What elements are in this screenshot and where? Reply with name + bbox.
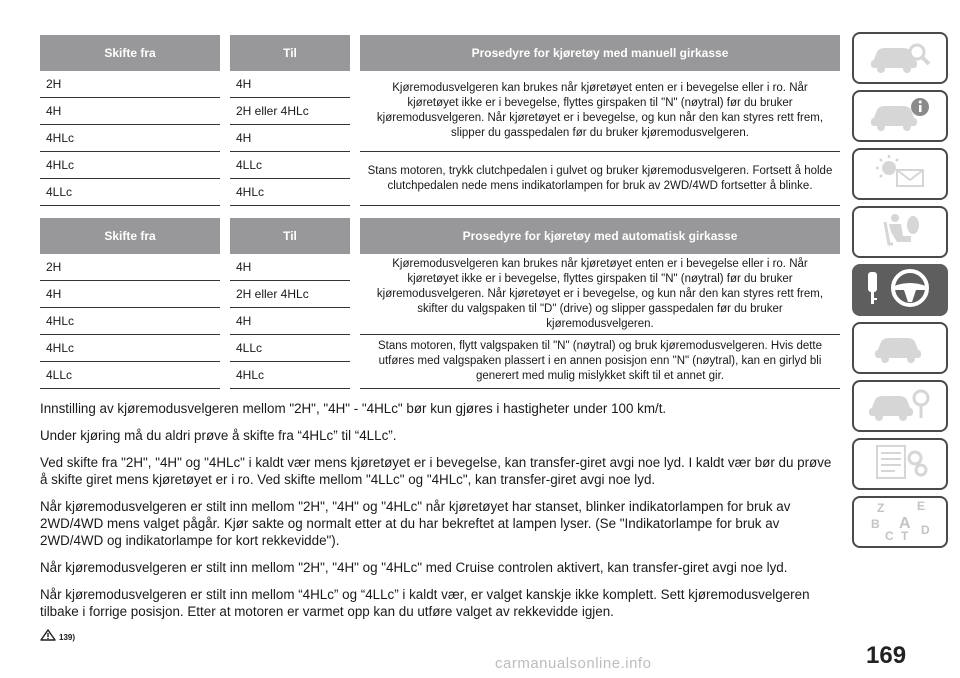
table-row: [40, 71, 840, 98]
car-info-icon: [865, 94, 935, 139]
paragraph: Ved skifte fra "2H", "4H" og "4HLc" i kaldt vær mens kjøretøyet er i bevegelse, kan transfer-giret avgi noe lyd. I kaldt vær bør du prøve å skifte giret mens kjøretøyet er i ro. Ved skifte mellom "4LLc" og "4HLc", kan transfer-giret avgi noe lyd.: [40, 455, 832, 487]
alphabet-index-icon: [865, 498, 935, 547]
procedure-cell: Stans motoren, flytt valgspaken til "N" (nøytral) og bruk kjøremodusvelgeren. Hvis dette utføres med valgspaken plassert i en annen posisjon enn "N" (nøytral), kan en girlyd bli generert med mulig mislykket skift til et annet gir.: [360, 335, 840, 389]
cell-to: 4H: [230, 125, 350, 152]
cell-to: 4LLc: [230, 152, 350, 179]
table-header-row: [40, 35, 840, 71]
index-letter: T: [901, 528, 909, 542]
manual-transmission-table: [40, 35, 840, 206]
tab-car-info[interactable]: [852, 90, 948, 142]
warning-triangle-icon: [40, 628, 56, 646]
header-procedure: Prosedyre for kjøretøy med manuell girkasse: [360, 35, 840, 71]
cell-to: 4LLc: [230, 335, 350, 362]
table-header-row: [40, 218, 840, 254]
car-maintenance-icon: [865, 384, 935, 429]
warning-lights-icon: [865, 152, 935, 197]
cell-to: 4H: [230, 71, 350, 98]
header-procedure: Prosedyre for kjøretøy med automatisk girkasse: [360, 218, 840, 254]
procedure-cell: Stans motoren, trykk clutchpedalen i gulvet og bruker kjøremodusvelgeren. Fortsett å holde clutchpedalen nede mens indikatorlampen for bruk av 2WD/4WD fortsetter å blinke.: [360, 152, 840, 206]
cell-from: 4HLc: [40, 335, 220, 362]
cell-to: 4H: [230, 254, 350, 281]
cell-from: 4LLc: [40, 362, 220, 389]
tab-warning-lights[interactable]: [852, 148, 948, 200]
tab-car-search[interactable]: [852, 32, 948, 84]
tab-key-steering-wheel[interactable]: [852, 264, 948, 316]
index-letter: C: [885, 528, 894, 542]
car-wrench-icon: [865, 326, 935, 371]
paragraph: Under kjøring må du aldri prøve å skifte fra “4HLc” til “4LLc”.: [40, 428, 397, 443]
index-letter: D: [921, 522, 930, 537]
tab-car-maintenance[interactable]: [852, 380, 948, 432]
main-content: [40, 35, 840, 646]
paragraph: Innstilling av kjøremodusvelgeren mellom "2H", "4H" - "4HLc" bør kun gjøres i hastigheter under 100 km/t.: [40, 401, 667, 416]
cell-to: 4HLc: [230, 362, 350, 389]
index-letter: A: [899, 514, 911, 532]
header-to: Til: [230, 218, 350, 254]
cell-to: 4HLc: [230, 179, 350, 206]
cell-from: 4HLc: [40, 152, 220, 179]
cell-to: 2H eller 4HLc: [230, 98, 350, 125]
airbag-seat-icon: [865, 210, 935, 255]
index-letter: Z: [877, 500, 885, 515]
cell-from: 4H: [40, 98, 220, 125]
cell-from: 2H: [40, 254, 220, 281]
warning-note-reference[interactable]: [40, 628, 840, 646]
table-row: [40, 254, 840, 281]
tab-car-wrench[interactable]: [852, 322, 948, 374]
paragraph: Når kjøremodusvelgeren er stilt inn mellom "2H", "4H" og "4HLc" med Cruise controlen aktivert, kan transfer-giret avgi noe lyd.: [40, 560, 788, 575]
table-row: [40, 335, 840, 362]
car-search-icon: [865, 36, 935, 81]
tab-airbag-seat[interactable]: [852, 206, 948, 258]
cell-from: 2H: [40, 71, 220, 98]
chapter-sidebar: [852, 32, 948, 554]
procedure-cell: Kjøremodusvelgeren kan brukes når kjøretøyet enten er i bevegelse eller i ro. Når kjøretøyet ikke er i bevegelse, flyttes girspaken til "N" (nøytral) før du bruker kjøremodusvelgeren. Når kjøretøyet er i bevegelse, og kun når den kan styres rett frem, skifter du valgspaken til "D" (drive) og slipper gasspedalen før du bruker kjøremodusvelgeren.: [360, 254, 840, 335]
table-row: [40, 152, 840, 179]
specs-list-icon: [865, 442, 935, 487]
procedure-cell: Kjøremodusvelgeren kan brukes når kjøretøyet enten er i bevegelse eller i ro. Når kjøretøyet ikke er i bevegelse, flyttes girspaken til "N" (nøytral) før du bruker kjøremodusvelgeren. Når kjøretøyet er i bevegelse, og kun når den kan styres rett frem, slipper du gasspedalen før du bruker kjøremodusvelgeren.: [360, 71, 840, 152]
header-from: Skifte fra: [40, 218, 220, 254]
cell-from: 4LLc: [40, 179, 220, 206]
cell-from: 4HLc: [40, 125, 220, 152]
key-steering-wheel-icon: [860, 266, 940, 315]
cell-to: 2H eller 4HLc: [230, 281, 350, 308]
cell-to: 4H: [230, 308, 350, 335]
paragraph: Når kjøremodusvelgeren er stilt inn mellom "2H", "4H" og "4HLc" når kjøretøyet har stanset, blinker indikatorlampen for bruk av 2WD/4WD mens valget pågår. Kjør sakte og normalt etter at du har bekreftet at lampen lyser. (Se "Indikatorlampe for bruk av 2WD/4WD og indikatorlampe for kort rekkevidde").: [40, 499, 791, 548]
note-ref-number: 139): [59, 632, 76, 642]
page-number: 169: [866, 642, 907, 669]
index-letter: B: [871, 516, 880, 531]
cell-from: 4HLc: [40, 308, 220, 335]
header-from: Skifte fra: [40, 35, 220, 71]
paragraph: Når kjøremodusvelgeren er stilt inn mellom “4HLc” og “4LLc” i kaldt vær, er valget kanskje ikke komplett. Sett kjøremodusvelgeren tilbake i forrige posisjon. Etter at motoren er varmet opp kan du utføre valget av rekkevidde igjen.: [40, 587, 810, 619]
watermark: carmanualsonline.info: [495, 655, 652, 672]
index-letter: E: [917, 498, 926, 513]
tab-alphabet-index[interactable]: [852, 496, 948, 548]
cell-from: 4H: [40, 281, 220, 308]
body-text: [40, 400, 840, 620]
automatic-transmission-table: [40, 218, 840, 389]
header-to: Til: [230, 35, 350, 71]
tab-specs-list[interactable]: [852, 438, 948, 490]
